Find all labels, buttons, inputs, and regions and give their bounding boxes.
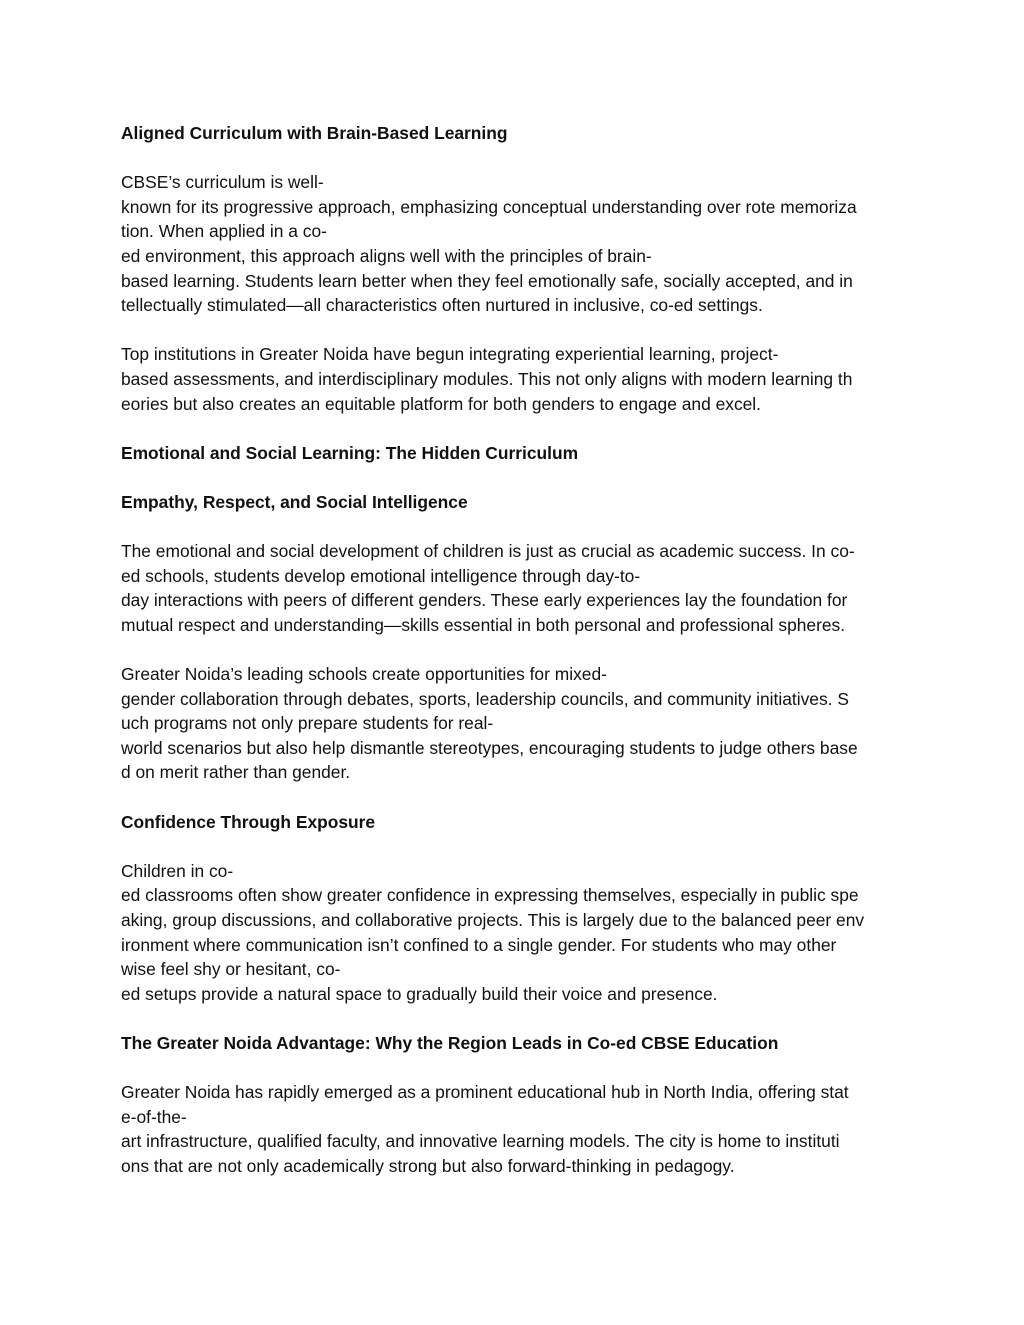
paragraph	[121, 662, 921, 785]
paragraph-line: art infrastructure, qualified faculty, and innovative learning models. The city is home to instituti	[121, 1131, 840, 1152]
heading-text: Emotional and Social Learning: The Hidden Curriculum	[121, 442, 579, 463]
paragraph-line: based assessments, and interdisciplinary modules. This not only aligns with modern learning th	[121, 368, 853, 389]
paragraph-line: wise feel shy or hesitant, co-	[121, 959, 341, 980]
paragraph-line: tellectually stimulated—all characteristics often nurtured in inclusive, co-ed settings.	[121, 295, 763, 316]
paragraph-line: gender collaboration through debates, sports, leadership councils, and community initiatives. S	[121, 688, 849, 709]
paragraph	[121, 1080, 921, 1178]
paragraph-line: e-of-the-	[121, 1106, 187, 1127]
paragraph	[121, 170, 921, 318]
paragraph-line: world scenarios but also help dismantle stereotypes, encouraging students to judge others base	[121, 737, 858, 758]
section-heading	[121, 1031, 921, 1056]
heading-text: Confidence Through Exposure	[121, 811, 376, 832]
paragraph-line: ons that are not only academically strong but also forward-thinking in pedagogy.	[121, 1155, 735, 1176]
paragraph	[121, 342, 921, 416]
paragraph-line: uch programs not only prepare students for real-	[121, 713, 494, 734]
paragraph	[121, 539, 921, 637]
paragraph-line: d on merit rather than gender.	[121, 762, 351, 783]
paragraph-line: ed schools, students develop emotional intelligence through day-to-	[121, 565, 641, 586]
paragraph-line: ed setups provide a natural space to gradually build their voice and presence.	[121, 983, 718, 1004]
paragraph-line: ed classrooms often show greater confidence in expressing themselves, especially in public spe	[121, 885, 859, 906]
paragraph-line: eories but also creates an equitable platform for both genders to engage and excel.	[121, 393, 762, 414]
heading-text: Aligned Curriculum with Brain-Based Learning	[121, 123, 508, 143]
heading-text: Empathy, Respect, and Social Intelligence	[121, 491, 468, 512]
paragraph-line: Top institutions in Greater Noida have begun integrating experiential learning, project-	[121, 344, 779, 365]
paragraph-line: ironment where communication isn’t confined to a single gender. For students who may other	[121, 934, 837, 955]
paragraph-line: The emotional and social development of children is just as crucial as academic success. In co-	[121, 541, 855, 562]
paragraph	[121, 859, 921, 1007]
paragraph-line: Greater Noida has rapidly emerged as a prominent educational hub in North India, offering stat	[121, 1082, 849, 1103]
heading-text: The Greater Noida Advantage: Why the Region Leads in Co-ed CBSE Education	[121, 1032, 779, 1053]
paragraph-line: Greater Noida’s leading schools create opportunities for mixed-	[121, 664, 607, 685]
paragraph-line: known for its progressive approach, emphasizing conceptual understanding over rote memoriza	[121, 196, 857, 217]
subsection-heading	[121, 810, 921, 835]
document-page	[121, 121, 921, 1203]
paragraph-line: mutual respect and understanding—skills essential in both personal and professional spheres.	[121, 614, 846, 635]
paragraph-line: ed environment, this approach aligns well with the principles of brain-	[121, 245, 652, 266]
paragraph-line: tion. When applied in a co-	[121, 221, 327, 242]
paragraph-line: aking, group discussions, and collaborative projects. This is largely due to the balanced peer env	[121, 910, 865, 930]
paragraph-line: CBSE’s curriculum is well-	[121, 172, 324, 193]
paragraph-line: Children in co-	[121, 860, 234, 881]
paragraph-line: day interactions with peers of different genders. These early experiences lay the foundation for	[121, 590, 848, 611]
paragraph-line: based learning. Students learn better when they feel emotionally safe, socially accepted, and in	[121, 270, 853, 291]
section-heading	[121, 441, 921, 466]
section-heading	[121, 121, 921, 146]
subsection-heading	[121, 490, 921, 515]
